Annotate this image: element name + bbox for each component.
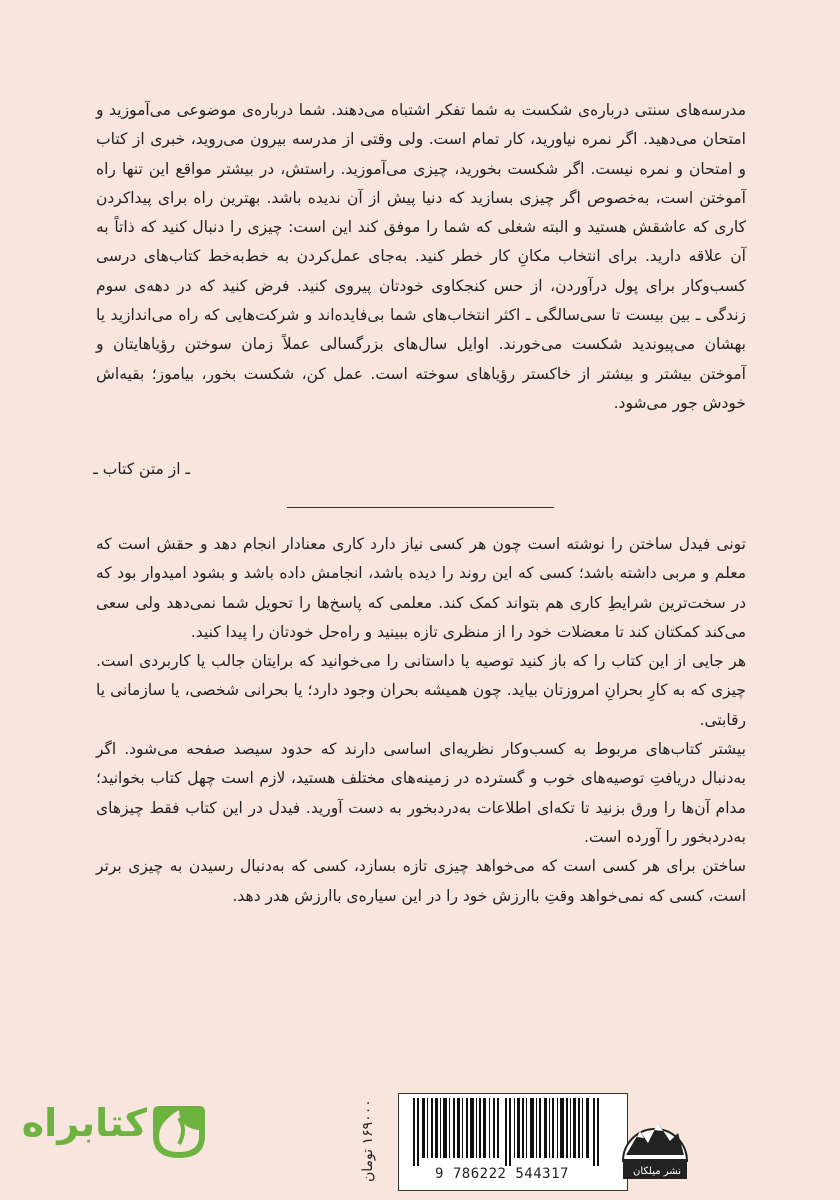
excerpt-source: ـ از متن کتاب ـ — [93, 460, 190, 478]
intro-paragraph: ساختن برای هر کسی است که می‌خواهد چیزی تازه بسازد، کسی که به‌دنبال رسیدن به چیزی برتر است، کسی که نمی‌خواهد وقتِ باارزش خود را در این سیاره‌ی باارزش هدر دهد. — [96, 857, 746, 905]
barcode-icon — [405, 1098, 619, 1166]
intro-paragraph: بیشتر کتاب‌های مربوط به کسب‌وکار نظریه‌ای اساسی دارند که حدود سیصد صفحه می‌شود. اگر به‌دنبال دریافتِ توصیه‌های خوب و گسترده در زمینه‌های مختلف هستید، لازم است چهل کتاب بخوانید؛ مدام آن‌ها را ورق بزنید تا تکه‌ای اطلاعات به‌دردبخور به دست آورید. فیدل در این کتاب فقط چیزهای به‌دردبخور را آورده است. — [96, 740, 746, 846]
book-introduction — [96, 530, 746, 911]
intro-paragraph: هر جایی از این کتاب را که باز کنید توصیه یا داستانی را می‌خوانید که برایتان جالب یا کاربردی است. چیزی که به کارِ بحرانِ امروزتان بیاید. چون همیشه بحران وجود دارد؛ یا بحرانی شخصی، یا سازمانی یا رقابتی. — [96, 652, 746, 729]
publisher-name: نشر میلکان — [633, 1166, 681, 1177]
intro-paragraph: تونی فیدل ساختن را نوشته است چون هر کسی نیاز دارد کاری معنادار انجام دهد و حقش است که معلم و مربی داشته باشد؛ کسی که این روند را دیده باشد، انجامش داده باشد و بشود امیدوار بود که در سخت‌ترین شرایطِ کاری هم بتواند کمک کند. معلمی که پاسخ‌ها را تحویل شما نمی‌دهد ولی سعی می‌کند کمکتان کند تا معضلات خود را از منظری تازه ببینید و راه‌حل خودتان را پیدا کنید. — [96, 535, 746, 641]
isbn-number: 9 786222 544317 — [435, 1166, 569, 1182]
section-divider — [287, 507, 554, 508]
price-label: ۱۶۹۰۰۰ تومان — [360, 1099, 376, 1183]
excerpt-text: مدرسه‌های سنتی درباره‌ی شکست به شما تفکر اشتباه می‌دهند. شما درباره‌ی موضوعی می‌آموزید و امتحان می‌دهید. اگر نمره نیاورید، کار تمام است. ولی وقتی از مدرسه بیرون می‌روید، خبری از کتاب و امتحان و نمره نیست. اگر شکست بخورید، چیزی می‌آموزید. راستش، در بیشتر مواقع این تنها راه آموختن است، به‌خصوص اگر چیزی بسازید که دنیا پیش از آن ندیده باشد. بهترین راه برای پیداکردن کاری که عاشقش هستید و البته شغلی که شما را موفق کند این است: چیزی را دنبال کنید که ذاتاً به آن علاقه دارید. برای انتخاب مکانِ کار خطر کنید. به‌جای عمل‌کردن به خط‌به‌خط کتاب‌های درسی کسب‌وکار برای پول درآوردن، از حس کنجکاوی خودتان پیروی کنید. فرض کنید که در دهه‌ی سوم زندگی ـ بین بیست تا سی‌سالگی ـ اکثر انتخاب‌های شما بی‌فایده‌اند و شرکت‌هایی که راه می‌اندازید یا بهشان می‌پیوندید شکست می‌خورند. اوایل سال‌های بزرگسالی عملاً زمان سوختن رؤیاهایتان و آموختن بیشتر و بیشتر از خاکستر رؤیاهای سوخته است. عمل کن، شکست بخور، بیاموز؛ بقیه‌اش خودش جور می‌شود. — [96, 101, 746, 412]
book-excerpt — [96, 96, 746, 418]
store-logo-icon — [151, 1100, 207, 1162]
store-name: کتابراه — [21, 1101, 147, 1145]
store-logo — [21, 1098, 215, 1168]
isbn-barcode-box — [398, 1093, 628, 1191]
